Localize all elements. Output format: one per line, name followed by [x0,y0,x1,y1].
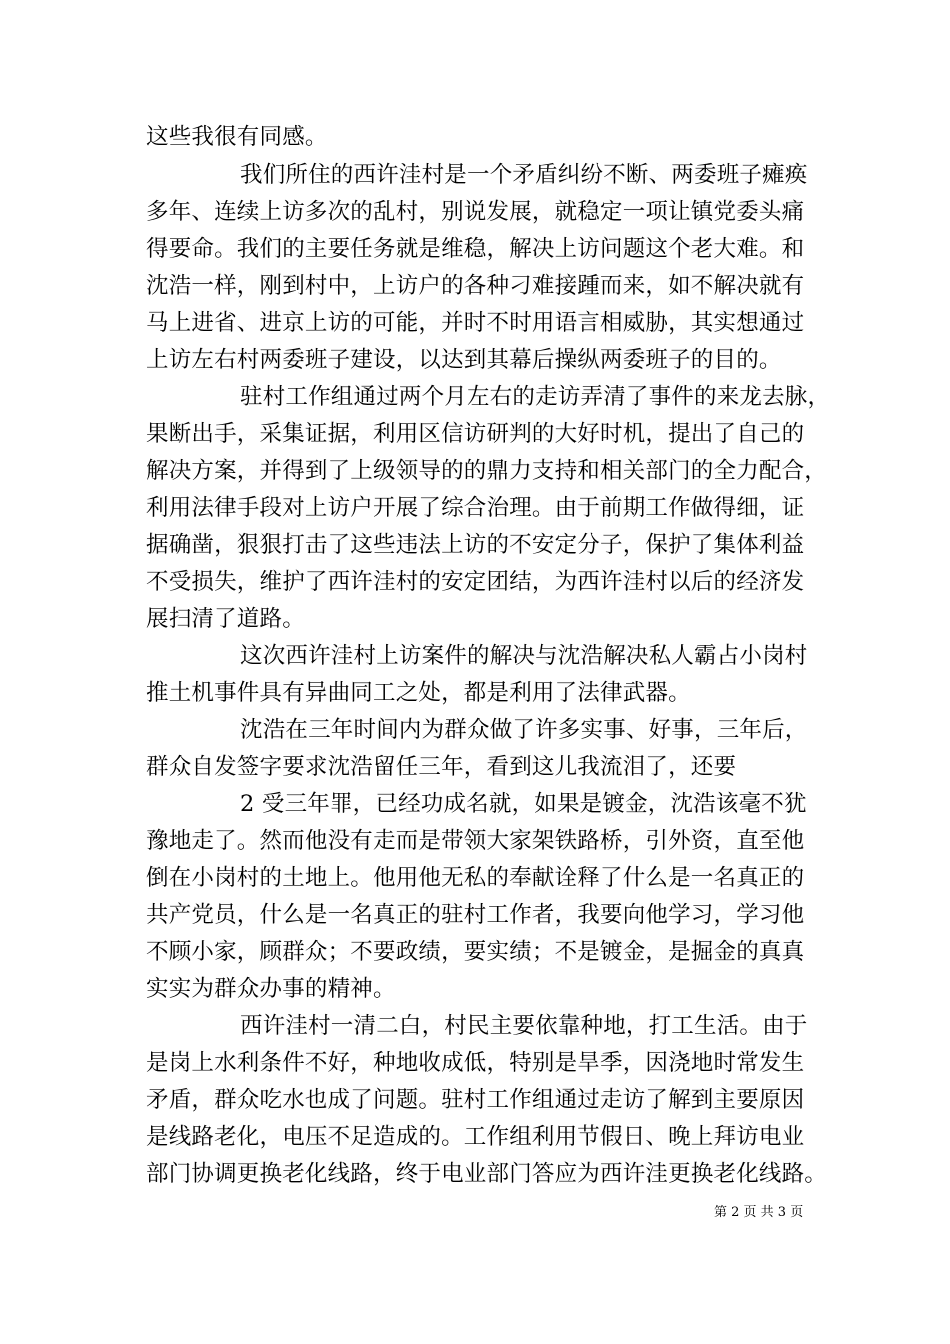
text-line: 实实为群众办事的精神。 [146,976,396,1002]
text-line: 共产党员，什么是一名真正的驻村工作者，我要向他学习，学习他 [146,902,805,928]
text-line: 果断出手，采集证据，利用区信访研判的大好时机，提出了自己的 [146,421,805,447]
text-line: 上访左右村两委班子建设，以达到其幕后操纵两委班子的目的。 [146,347,782,373]
text-line: 不受损失，维护了西许洼村的安定团结，为西许洼村以后的经济发 [146,569,805,595]
text-line: 多年、连续上访多次的乱村，别说发展，就稳定一项让镇党委头痛 [146,199,805,225]
text-line: 推土机事件具有异曲同工之处，都是利用了法律武器。 [146,680,691,706]
text-line: 马上进省、进京上访的可能，并时不时用语言相威胁，其实想通过 [146,310,805,336]
text-line: 西许洼村一清二白，村民主要依靠种地，打工生活。由于 [240,1013,808,1039]
text-line: 是岗上水利条件不好，种地收成低，特别是旱季，因浇地时常发生 [146,1050,805,1076]
text-line: 群众自发签字要求沈浩留任三年，看到这儿我流泪了，还要 [146,754,737,780]
text-line: 沈浩一样，刚到村中，上访户的各种刁难接踵而来，如不解决就有 [146,273,805,299]
text-line: 据确凿，狠狠打击了这些违法上访的不安定分子，保护了集体利益 [146,532,805,558]
text-line: 展扫清了道路。 [146,606,305,632]
text-line: 利用法律手段对上访户开展了综合治理。由于前期工作做得细，证 [146,495,805,521]
text-line: 矛盾，群众吃水也成了问题。驻村工作组通过走访了解到主要原因 [146,1087,805,1113]
text-line: 部门协调更换老化线路，终于电业部门答应为西许洼更换老化线路。 [146,1161,828,1187]
text-line: 沈浩在三年时间内为群众做了许多实事、好事，三年后， [240,717,808,743]
text-line: 这次西许洼村上访案件的解决与沈浩解决私人霸占小岗村 [240,643,808,669]
text-line: 2 受三年罪，已经功成名就，如果是镀金，沈浩该毫不犹 [240,791,807,817]
text-line: 倒在小岗村的土地上。他用他无私的奉献诠释了什么是一名真正的 [146,865,805,891]
page-number-footer: 第 2 页 共 3 页 [714,1205,804,1220]
text-line: 得要命。我们的主要任务就是维稳，解决上访问题这个老大难。和 [146,236,805,262]
text-line: 是线路老化，电压不足造成的。工作组利用节假日、晚上拜访电业 [146,1124,805,1150]
text-line: 解决方案，并得到了上级领导的的鼎力支持和相关部门的全力配合， [146,458,828,484]
text-line: 这些我很有同感。 [146,124,328,150]
text-line: 我们所住的西许洼村是一个矛盾纠纷不断、两委班子瘫痪 [240,162,808,188]
text-line: 驻村工作组通过两个月左右的走访弄清了事件的来龙去脉， [240,384,831,410]
text-line: 不顾小家，顾群众；不要政绩，要实绩；不是镀金，是掘金的真真 [146,939,805,965]
text-line: 豫地走了。然而他没有走而是带领大家架铁路桥，引外资，直至他 [146,828,805,854]
